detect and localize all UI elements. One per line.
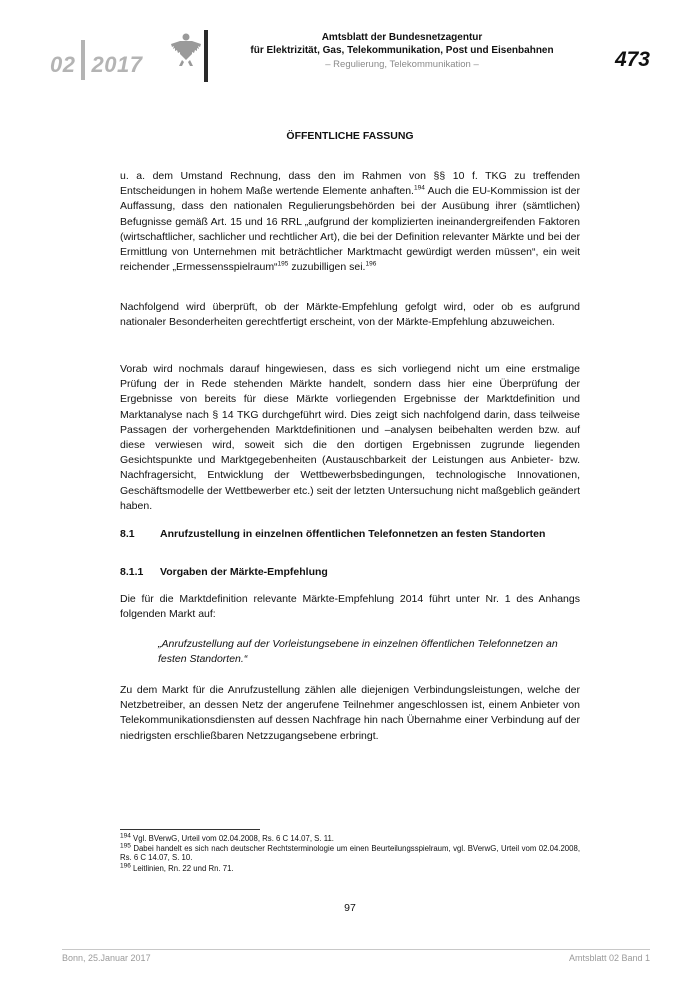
footnote-194	[120, 834, 580, 843]
paragraph-1-text-a: u. a. dem Umstand Rechnung, dass den im Rahmen von §§ 10 f. TKG zu treffenden Entscheidungen in hohem Maße wertende Elemente anhaften.	[120, 170, 580, 198]
section-heading-8-1-1	[120, 566, 580, 578]
section-heading-8-1	[120, 528, 580, 540]
paragraph-1	[120, 169, 580, 275]
issue-year: 2017	[91, 51, 143, 77]
issue-divider	[81, 40, 85, 80]
section-title: Anrufzustellung in einzelnen öffentlichen Telefonnetzen an festen Standorten	[160, 528, 546, 540]
public-version-label: ÖFFENTLICHE FASSUNG	[286, 130, 414, 142]
federal-eagle-logo	[170, 30, 202, 70]
footnote-196	[120, 864, 580, 873]
paragraph-5: Zu dem Markt für die Anrufzustellung zählen alle diejenigen Verbindungsleistungen, welche der Netzbetreiber, an dessen Netz der angerufene Teilnehmer angeschlossen ist, einem Anbieter von Telekommunikationsdiensten auf dessen Nachfrage hin nach Übernahme einer Verbindung auf der niedrigsten erschließbaren Netzzugangsebene erbringt.	[120, 684, 580, 742]
paragraph-1-text-c: zuzubilligen sei.	[288, 261, 366, 274]
publication-title-line2: für Elektrizität, Gas, Telekommunikation, Post und Eisenbahnen	[250, 45, 554, 56]
publication-title	[232, 31, 572, 57]
subsection-title: Vorgaben der Märkte-Empfehlung	[160, 566, 328, 578]
footnote-separator	[120, 829, 260, 830]
subsection-number: 8.1.1	[120, 566, 144, 578]
footnote-text: Dabei handelt es sich nach deutscher Rechtsterminologie um einen Beurteilungsspielraum, vgl. BVerwG, Urteil vom 02.04.2008, Rs. 6 C 14.07, S. 10.	[120, 844, 580, 863]
footnote-number: 194	[120, 832, 131, 840]
footnote-text: Vgl. BVerwG, Urteil vom 02.04.2008, Rs. 6 C 14.07, S. 11.	[130, 834, 334, 843]
paragraph-2: Nachfolgend wird überprüft, ob der Märkte-Empfehlung gefolgt wird, oder ob es aufgrund nationaler Besonderheiten gerechtfertigt erscheint, von der Märkte-Empfehlung abzuweichen.	[120, 301, 580, 329]
footnote-ref-196: 196	[365, 260, 377, 268]
document-page-number: 97	[344, 902, 356, 914]
footnote-number: 196	[120, 862, 131, 870]
paragraph-1-text-b: Auch die EU-Kommission ist der Auffassung, dass den nationalen Regulierungsbehörden bei der Ausübung ihrer (sämtlichen) Befugnisse gemäß Art. 15 und 16 RRL „aufgrund der komplizierten ineinandergreifenden Faktoren (wirtschaftlicher, sachlicher und rechtlicher Art), die bei der Definition relevanter Märkte und bei der Ermittlung von Unternehmen mit beträchtlicher Marktmacht gewürdigt werden müssen“, ein weit reichender „Ermessensspielraum“	[120, 185, 580, 274]
section-number: 8.1	[120, 528, 135, 540]
footnote-number: 195	[120, 842, 131, 850]
logo-divider	[204, 30, 208, 82]
footer-issue: Amtsblatt 02 Band 1	[568, 953, 650, 963]
publication-title-line1: Amtsblatt der Bundesnetzagentur	[321, 32, 483, 43]
footnote-ref-195: 195	[277, 260, 289, 268]
publication-subtitle: – Regulierung, Telekommunikation –	[325, 59, 479, 70]
page-number: 473	[614, 48, 650, 71]
issue-label	[50, 46, 142, 86]
market-quote: „Anrufzustellung auf der Vorleistungsebene in einzelnen öffentlichen Telefonnetzen an festen Standorten.“	[158, 638, 558, 666]
footnote-195	[120, 844, 580, 863]
footnote-text: Leitlinien, Rn. 22 und Rn. 71.	[130, 864, 234, 873]
paragraph-3: Vorab wird nochmals darauf hingewiesen, dass es sich vorliegend nicht um eine erstmalige Prüfung der in Rede stehenden Märkte handelt, sondern dass hier eine Überprüfung der Ergebnisse von bereits für diese Märkte vorliegenden Ergebnisse der Marktdefinition und Marktanalyse nach § 14 TKG durchgeführt wird. Dies zeigt sich nachfolgend darin, dass teilweise Passagen der vorhergehenden Marktdefinitionen und –analysen beibehalten werden bzw. auf diese verwiesen wird, soweit sich die den dortigen Ergebnissen zugrunde liegenden Gesichtspunkte und Marktgegebenheiten (Austauschbarkeit der Leistungen aus Anbieter- bzw. Nachfragersicht, Entwicklung der Wettbewerbsbedingungen, technologische Innovationen, Geschäftsmodelle der Wettbewerber etc.) seit der letzten Untersuchung nicht maßgeblich geändert haben.	[120, 363, 580, 512]
issue-number: 02	[50, 51, 76, 77]
paragraph-4: Die für die Marktdefinition relevante Märkte-Empfehlung 2014 führt unter Nr. 1 des Anhangs folgenden Markt auf:	[120, 593, 580, 621]
footer-divider	[62, 949, 650, 950]
footnote-ref-194: 194	[413, 184, 425, 192]
footer-date: Bonn, 25.Januar 2017	[62, 953, 151, 963]
